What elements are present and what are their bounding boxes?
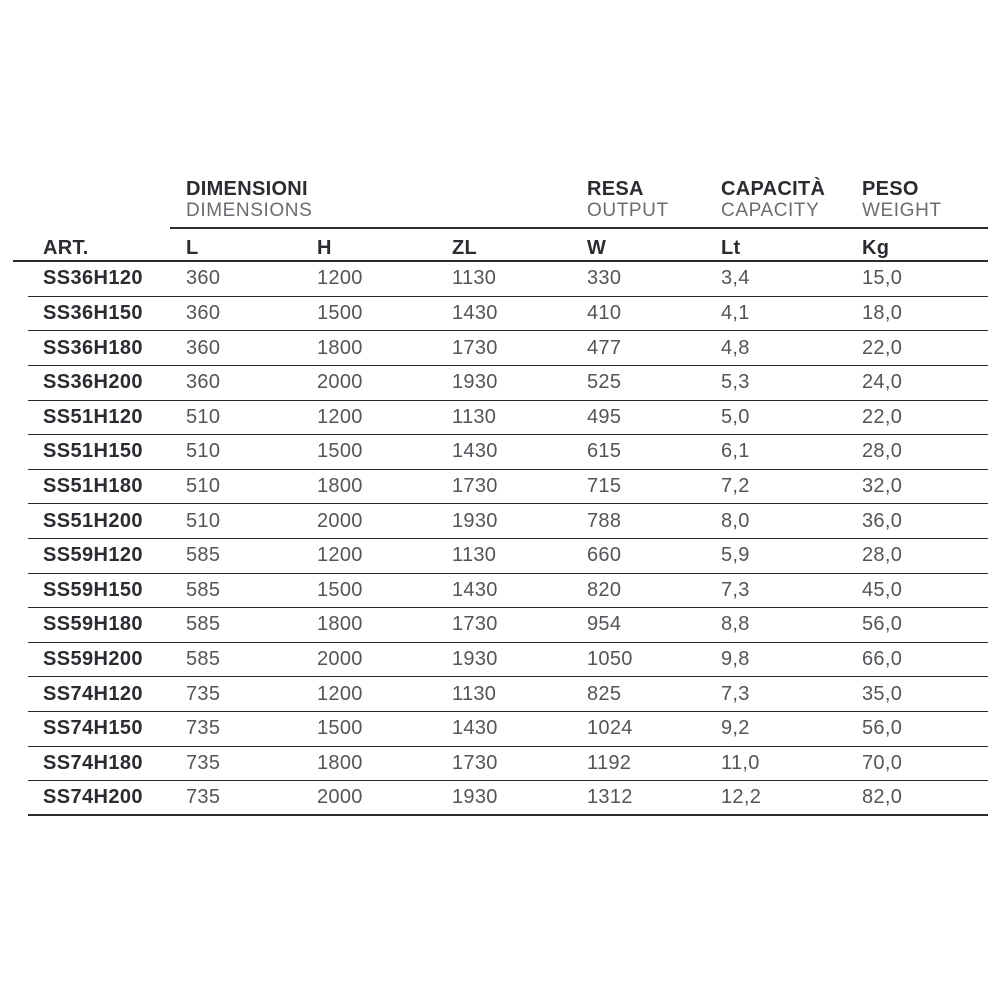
value-cell: 15,0 (862, 267, 903, 290)
table-row (28, 401, 988, 436)
group-header-rule (170, 227, 988, 229)
value-cell: 56,0 (862, 613, 903, 636)
value-cell: 1730 (452, 613, 498, 636)
value-cell: 585 (186, 648, 221, 671)
group-title-it: PESO (862, 178, 919, 200)
art-code: SS36H200 (43, 371, 143, 394)
art-code: SS36H120 (43, 267, 143, 290)
value-cell: 12,2 (721, 785, 762, 808)
value-cell: 1312 (587, 785, 633, 808)
value-cell: 24,0 (862, 371, 903, 394)
group-title-it: RESA (587, 178, 644, 200)
value-cell: 1024 (587, 717, 633, 740)
value-cell: 5,0 (721, 405, 750, 428)
value-cell: 360 (186, 371, 221, 394)
group-title-it: CAPACITÀ (721, 178, 826, 200)
value-cell: 1730 (452, 751, 498, 774)
value-cell: 3,4 (721, 267, 750, 290)
value-cell: 585 (186, 578, 221, 601)
value-cell: 35,0 (862, 682, 903, 705)
table-row (28, 677, 988, 712)
value-cell: 1730 (452, 475, 498, 498)
value-cell: 2000 (317, 509, 363, 532)
value-cell: 1930 (452, 371, 498, 394)
art-code: SS59H150 (43, 578, 143, 601)
table-row (28, 643, 988, 678)
value-cell: 1192 (587, 751, 632, 774)
value-cell: 820 (587, 578, 622, 601)
value-cell: 7,3 (721, 682, 750, 705)
art-code: SS51H180 (43, 475, 143, 498)
value-cell: 1500 (317, 717, 363, 740)
art-code: SS74H150 (43, 717, 143, 740)
value-cell: 735 (186, 682, 221, 705)
value-cell: 18,0 (862, 302, 903, 325)
value-cell: 22,0 (862, 405, 903, 428)
table-row (28, 435, 988, 470)
value-cell: 6,1 (721, 440, 750, 463)
value-cell: 70,0 (862, 751, 903, 774)
table-row (28, 712, 988, 747)
table-row (28, 539, 988, 574)
value-cell: 82,0 (862, 785, 903, 808)
table-row (28, 331, 988, 366)
value-cell: 7,3 (721, 578, 750, 601)
art-code: SS74H200 (43, 785, 143, 808)
value-cell: 1500 (317, 578, 363, 601)
value-cell: 2000 (317, 785, 363, 808)
value-cell: 1930 (452, 785, 498, 808)
value-cell: 1200 (317, 544, 363, 567)
art-code: SS59H120 (43, 544, 143, 567)
value-cell: 735 (186, 785, 221, 808)
group-capacity (721, 178, 825, 222)
value-cell: 510 (186, 405, 221, 428)
value-cell: 1800 (317, 751, 363, 774)
value-cell: 1200 (317, 682, 363, 705)
value-cell: 1050 (587, 648, 633, 671)
value-cell: 45,0 (862, 578, 903, 601)
value-cell: 11,0 (721, 751, 760, 774)
value-cell: 1800 (317, 336, 363, 359)
art-code: SS36H180 (43, 336, 143, 359)
value-cell: 1930 (452, 648, 498, 671)
group-title-en: CAPACITY (721, 200, 820, 221)
value-cell: 660 (587, 544, 622, 567)
value-cell: 1430 (452, 717, 498, 740)
table-row (28, 470, 988, 505)
group-header-row (13, 178, 988, 229)
group-weight (862, 178, 942, 222)
value-cell: 615 (587, 440, 622, 463)
value-cell: 1130 (452, 682, 497, 705)
value-cell: 510 (186, 475, 221, 498)
value-cell: 585 (186, 544, 221, 567)
value-cell: 1130 (452, 267, 497, 290)
value-cell: 330 (587, 267, 622, 290)
value-cell: 1500 (317, 302, 363, 325)
value-cell: 495 (587, 405, 622, 428)
value-cell: 4,8 (721, 336, 750, 359)
value-cell: 1430 (452, 578, 498, 601)
value-cell: 56,0 (862, 717, 903, 740)
value-cell: 360 (186, 336, 221, 359)
value-cell: 510 (186, 440, 221, 463)
value-cell: 1930 (452, 509, 498, 532)
table-body (28, 262, 988, 816)
group-title-en: OUTPUT (587, 200, 669, 221)
value-cell: 1200 (317, 405, 363, 428)
table-row (28, 574, 988, 609)
value-cell: 1130 (452, 405, 497, 428)
value-cell: 360 (186, 267, 221, 290)
value-cell: 715 (587, 475, 622, 498)
art-code: SS59H200 (43, 648, 143, 671)
art-code: SS36H150 (43, 302, 143, 325)
art-code: SS51H120 (43, 405, 143, 428)
value-cell: 9,8 (721, 648, 750, 671)
value-cell: 28,0 (862, 440, 903, 463)
value-cell: 1200 (317, 267, 363, 290)
value-cell: 32,0 (862, 475, 903, 498)
column-header-zl: ZL (452, 237, 478, 259)
value-cell: 525 (587, 371, 622, 394)
table-row (28, 366, 988, 401)
table-row (28, 747, 988, 782)
value-cell: 410 (587, 302, 622, 325)
art-code: SS74H120 (43, 682, 143, 705)
table-row (28, 504, 988, 539)
column-header-lt: Lt (721, 237, 741, 259)
value-cell: 28,0 (862, 544, 903, 567)
value-cell: 5,3 (721, 371, 750, 394)
column-header-w: W (587, 237, 607, 259)
value-cell: 2000 (317, 371, 363, 394)
column-header-kg: Kg (862, 237, 890, 259)
value-cell: 825 (587, 682, 622, 705)
value-cell: 1430 (452, 302, 498, 325)
table-row (28, 781, 988, 816)
group-title-it: DIMENSIONI (186, 178, 308, 200)
value-cell: 477 (587, 336, 622, 359)
table-row (28, 297, 988, 332)
value-cell: 5,9 (721, 544, 750, 567)
group-output (587, 178, 669, 222)
column-header-l: L (186, 237, 199, 259)
value-cell: 954 (587, 613, 622, 636)
value-cell: 2000 (317, 648, 363, 671)
value-cell: 735 (186, 751, 221, 774)
value-cell: 4,1 (721, 302, 750, 325)
group-dimensions (186, 178, 312, 222)
value-cell: 360 (186, 302, 221, 325)
value-cell: 1130 (452, 544, 497, 567)
column-header-h: H (317, 237, 332, 259)
value-cell: 22,0 (862, 336, 903, 359)
value-cell: 735 (186, 717, 221, 740)
value-cell: 1430 (452, 440, 498, 463)
value-cell: 66,0 (862, 648, 903, 671)
art-code: SS51H200 (43, 509, 143, 532)
value-cell: 7,2 (721, 475, 750, 498)
spec-table (13, 178, 988, 816)
value-cell: 36,0 (862, 509, 903, 532)
value-cell: 8,0 (721, 509, 750, 532)
column-header-art: ART. (43, 237, 89, 259)
value-cell: 1800 (317, 475, 363, 498)
value-cell: 1800 (317, 613, 363, 636)
art-code: SS51H150 (43, 440, 143, 463)
value-cell: 8,8 (721, 613, 750, 636)
value-cell: 9,2 (721, 717, 750, 740)
value-cell: 510 (186, 509, 221, 532)
value-cell: 1500 (317, 440, 363, 463)
group-title-en: WEIGHT (862, 200, 942, 221)
table-row (28, 262, 988, 297)
column-header-row (13, 234, 988, 260)
value-cell: 788 (587, 509, 622, 532)
table-row (28, 608, 988, 643)
value-cell: 1730 (452, 336, 498, 359)
art-code: SS59H180 (43, 613, 143, 636)
art-code: SS74H180 (43, 751, 143, 774)
group-title-en: DIMENSIONS (186, 200, 313, 221)
value-cell: 585 (186, 613, 221, 636)
